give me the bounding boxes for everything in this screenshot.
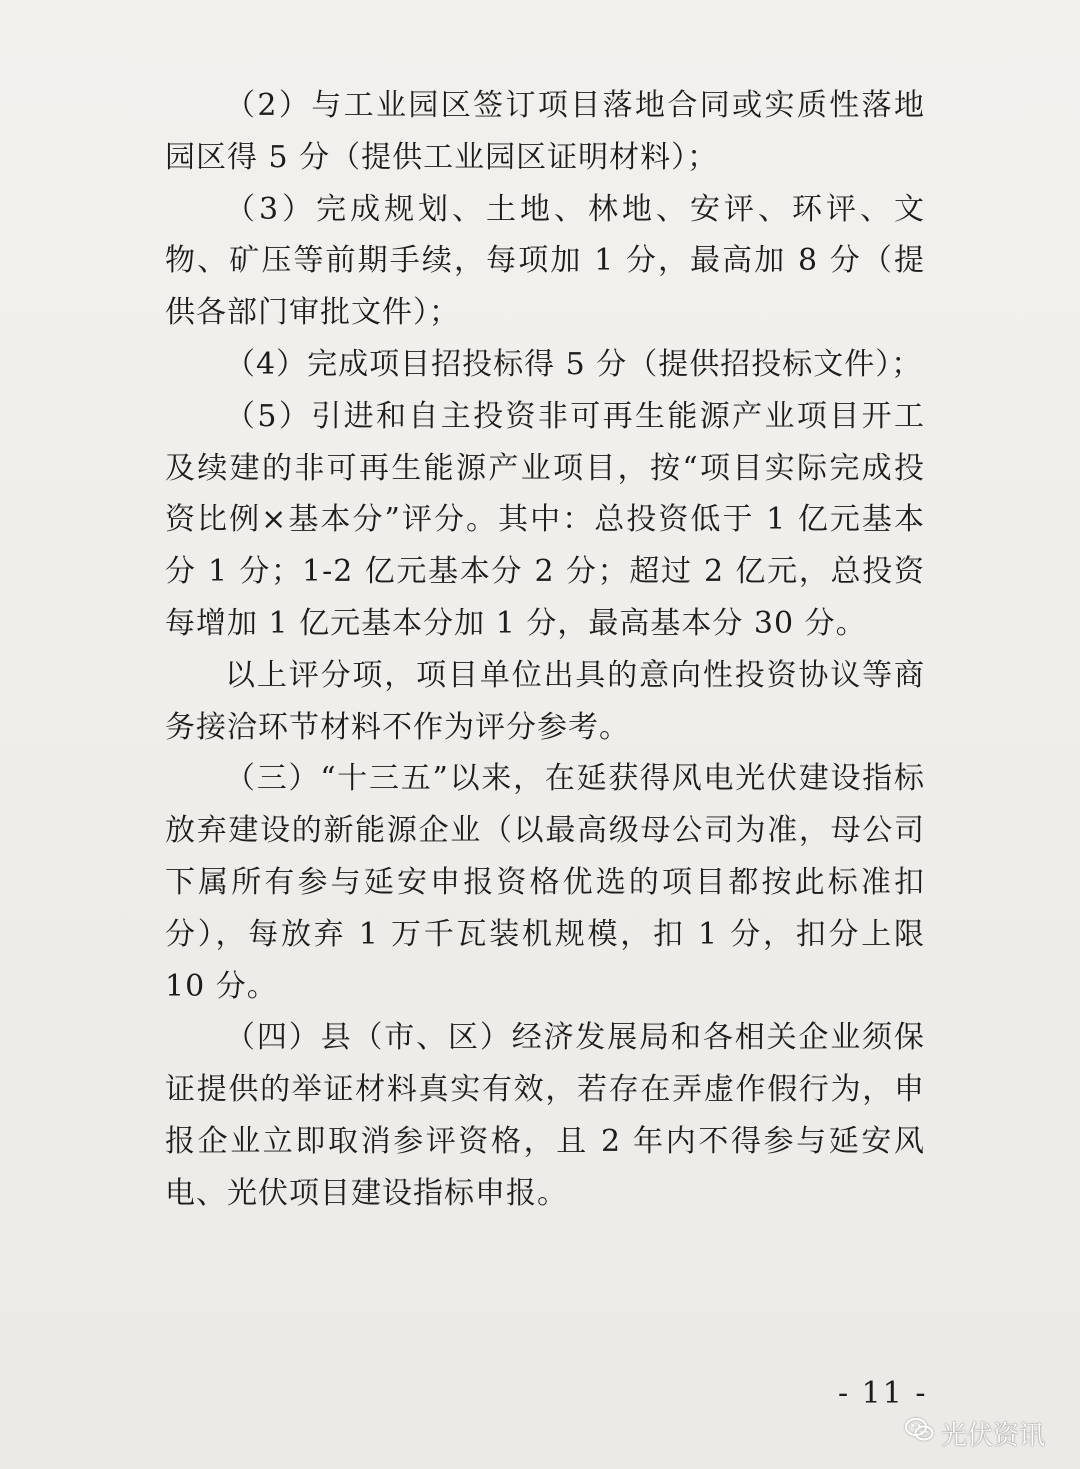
- paragraph-section-4: （四）县（市、区）经济发展局和各相关企业须保证提供的举证材料真实有效，若存在弄虚作假行为，申报企业立即取消参评资格，且 2 年内不得参与延安风电、光伏项目建设指标申报。: [165, 1020, 925, 1211]
- page-number: - 11 -: [838, 1376, 928, 1411]
- paragraph-item-2: （2）与工业园区签订项目落地合同或实质性落地园区得 5 分（提供工业园区证明材料）；: [165, 88, 925, 175]
- watermark: [905, 1415, 1045, 1452]
- watermark-text: 光伏资讯: [941, 1421, 1046, 1451]
- paragraph-section-3: （三）“十三五”以来，在延获得风电光伏建设指标放弃建设的新能源企业（以最高级母公司为准，母公司下属所有参与延安申报资格优选的项目都按此标准扣分），每放弃 1 万千瓦装机规模，扣 1 分，扣分上限 10 分。: [165, 761, 925, 1004]
- paragraph-item-3: （3）完成规划、土地、林地、安评、环评、文物、矿压等前期手续，每项加 1 分，最高加 8 分（提供各部门审批文件）；: [165, 191, 925, 331]
- paragraph-scoring-note: 以上评分项，项目单位出具的意向性投资协议等商务接洽环节材料不作为评分参考。: [165, 657, 925, 745]
- paragraph-item-5: （5）引进和自主投资非可再生能源产业项目开工及续建的非可再生能源产业项目，按“项目实际完成投资比例×基本分”评分。其中：总投资低于 1 亿元基本分 1 分；1-2 亿元基本分 2 分；超过 2 亿元，总投资每增加 1 亿元基本分加 1 分，最高基本分 30 分。: [165, 398, 925, 641]
- wechat-icon: [905, 1417, 935, 1450]
- document-body: [165, 80, 925, 1220]
- paragraph-item-4: （4）完成项目招投标得 5 分（提供招投标文件）；: [225, 346, 923, 382]
